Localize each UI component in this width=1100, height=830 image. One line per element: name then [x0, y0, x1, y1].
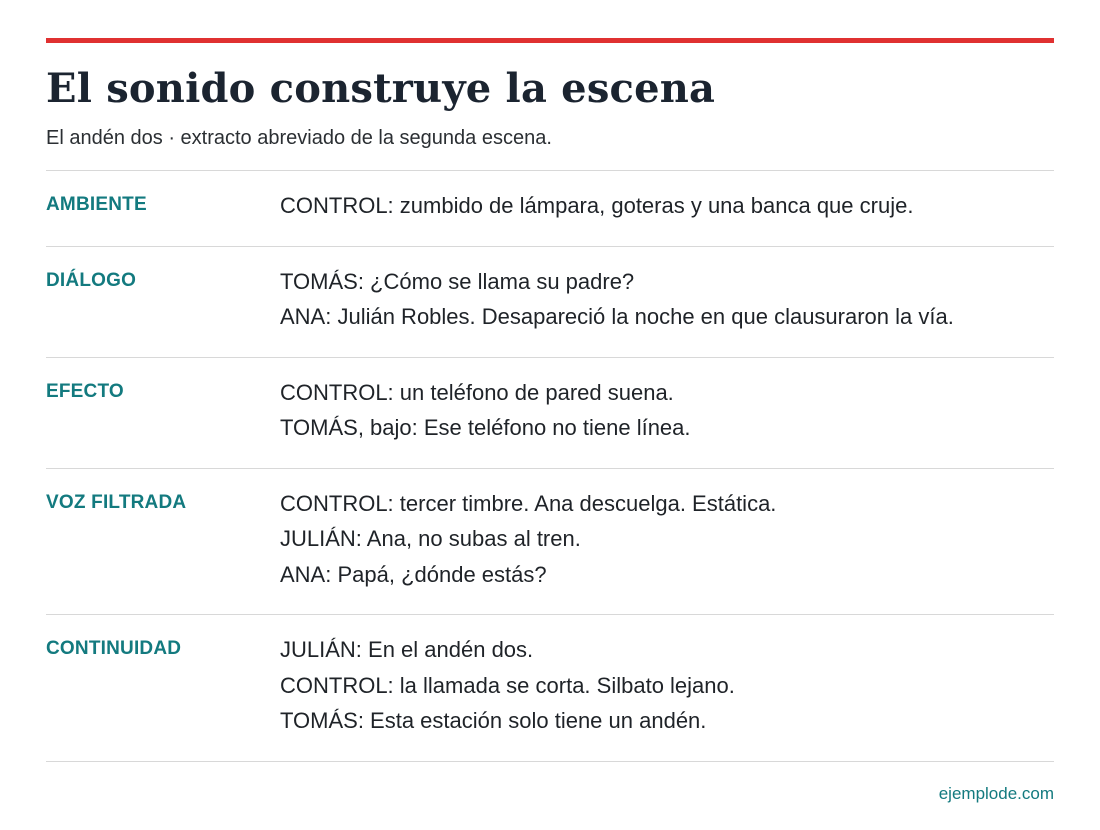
cue-lines: [280, 193, 1054, 224]
cue-line: CONTROL: zumbido de lámpara, goteras y una banca que cruje.: [280, 193, 914, 218]
cue-lines: [280, 380, 1054, 446]
cue-row-continuidad: [46, 615, 1054, 762]
cue-label: DIÁLOGO: [46, 269, 137, 291]
cue-line: CONTROL: tercer timbre. Ana descuelga. Estática.: [280, 490, 777, 516]
cue-row-dialogo: [46, 247, 1054, 358]
document-page: [46, 38, 1054, 762]
cue-line: ANA: Julián Robles. Desapareció la noche en que clausuraron la vía.: [280, 304, 954, 329]
cue-lines: [280, 637, 1054, 739]
cue-row-efecto: [46, 358, 1054, 469]
cue-lines: [280, 269, 1054, 335]
cue-lines: [280, 491, 1054, 593]
cue-label: VOZ FILTRADA: [46, 491, 187, 513]
cue-line: JULIÁN: En el andén dos.: [280, 637, 534, 662]
cue-row-ambiente: [46, 171, 1054, 247]
cue-label: CONTINUIDAD: [46, 638, 182, 659]
sound-cue-table: [46, 170, 1054, 762]
cue-line: TOMÁS: Esta estación solo tiene un andén.: [280, 708, 707, 733]
cue-line: ANA: Papá, ¿dónde estás?: [280, 561, 547, 587]
cue-label: EFECTO: [46, 380, 124, 402]
cue-line: JULIÁN: Ana, no subas al tren.: [280, 526, 581, 551]
page-subtitle: El andén dos · extracto abreviado de la segunda escena.: [46, 127, 552, 149]
source-link[interactable]: ejemplode.com: [938, 784, 1054, 803]
cue-line: CONTROL: un teléfono de pared suena.: [280, 379, 674, 405]
cue-line: CONTROL: la llamada se corta. Silbato lejano.: [280, 672, 735, 698]
cue-line: TOMÁS, bajo: Ese teléfono no tiene línea.: [280, 415, 691, 440]
page-title: El sonido construye la escena: [46, 65, 716, 112]
cue-label: AMBIENTE: [46, 194, 147, 215]
cue-line: TOMÁS: ¿Cómo se llama su padre?: [280, 268, 635, 294]
cue-row-voz-filtrada: [46, 469, 1054, 616]
